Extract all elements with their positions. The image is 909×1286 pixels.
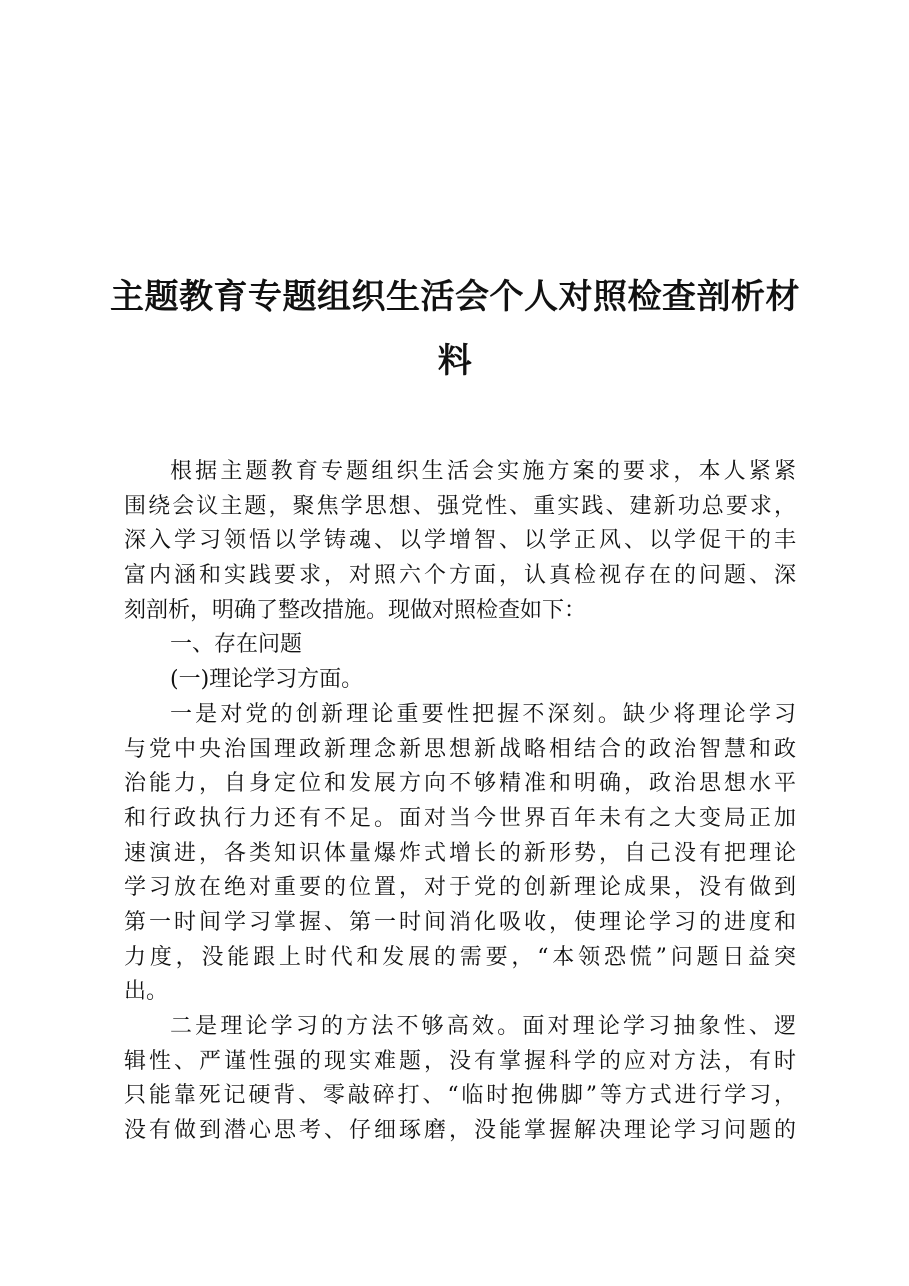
document-body <box>124 455 796 1149</box>
paragraph-point1-line: 第一时间学习掌握、第一时间消化吸收，使理论学习的进度和 <box>124 909 796 935</box>
document-title-line2: 料 <box>437 341 473 381</box>
paragraph-point1-line: 速演进，各类知识体量爆炸式增长的新形势，自己没有把理论 <box>124 840 796 866</box>
document-title-line1: 主题教育专题组织生活会个人对照检查剖析材 <box>110 277 800 317</box>
section-heading: 一、存在问题 <box>170 632 303 658</box>
paragraph-point1-line: 出。 <box>124 979 169 1005</box>
paragraph-point1-line: 力度，没能跟上时代和发展的需要，“本领恐慌”问题日益突 <box>124 944 796 970</box>
paragraph-point2-line: 辑性、严谨性强的现实难题，没有掌握科学的应对方法，有时 <box>124 1048 796 1074</box>
paragraph-point1-line: 一是对党的创新理论重要性把握不深刻。缺少将理论学习 <box>170 701 796 727</box>
paragraph-point1-line: 治能力，自身定位和发展方向不够精准和明确，政治思想水平 <box>124 771 796 797</box>
paragraph-point1-line: 学习放在绝对重要的位置，对于党的创新理论成果，没有做到 <box>124 875 796 901</box>
paragraph-point1-line: 和行政执行力还有不足。面对当今世界百年未有之大变局正加 <box>124 805 796 831</box>
paragraph-point2-line: 二是理论学习的方法不够高效。面对理论学习抽象性、逻 <box>170 1014 796 1039</box>
subsection-heading: (一)理论学习方面。 <box>170 667 364 693</box>
paragraph-point1-line: 与党中央治国理政新理念新思想新战略相结合的政治智慧和政 <box>124 736 796 762</box>
paragraph-point2-line: 没有做到潜心思考、仔细琢磨，没能掌握解决理论学习问题的 <box>124 1118 796 1144</box>
paragraph-intro-line: 围绕会议主题，聚焦学思想、强党性、重实践、建新功总要求， <box>124 493 796 519</box>
paragraph-intro-line: 深入学习领悟以学铸魂、以学增智、以学正风、以学促干的丰 <box>124 528 796 554</box>
paragraph-intro-line: 根据主题教育专题组织生活会实施方案的要求，本人紧紧 <box>170 459 796 484</box>
paragraph-intro-line: 富内涵和实践要求，对照六个方面，认真检视存在的问题、深 <box>124 563 796 589</box>
paragraph-intro-line: 刻剖析，明确了整改措施。现做对照检查如下： <box>124 597 587 623</box>
paragraph-point2-line: 只能靠死记硬背、零敲碎打、“临时抱佛脚”等方式进行学习， <box>124 1083 796 1109</box>
